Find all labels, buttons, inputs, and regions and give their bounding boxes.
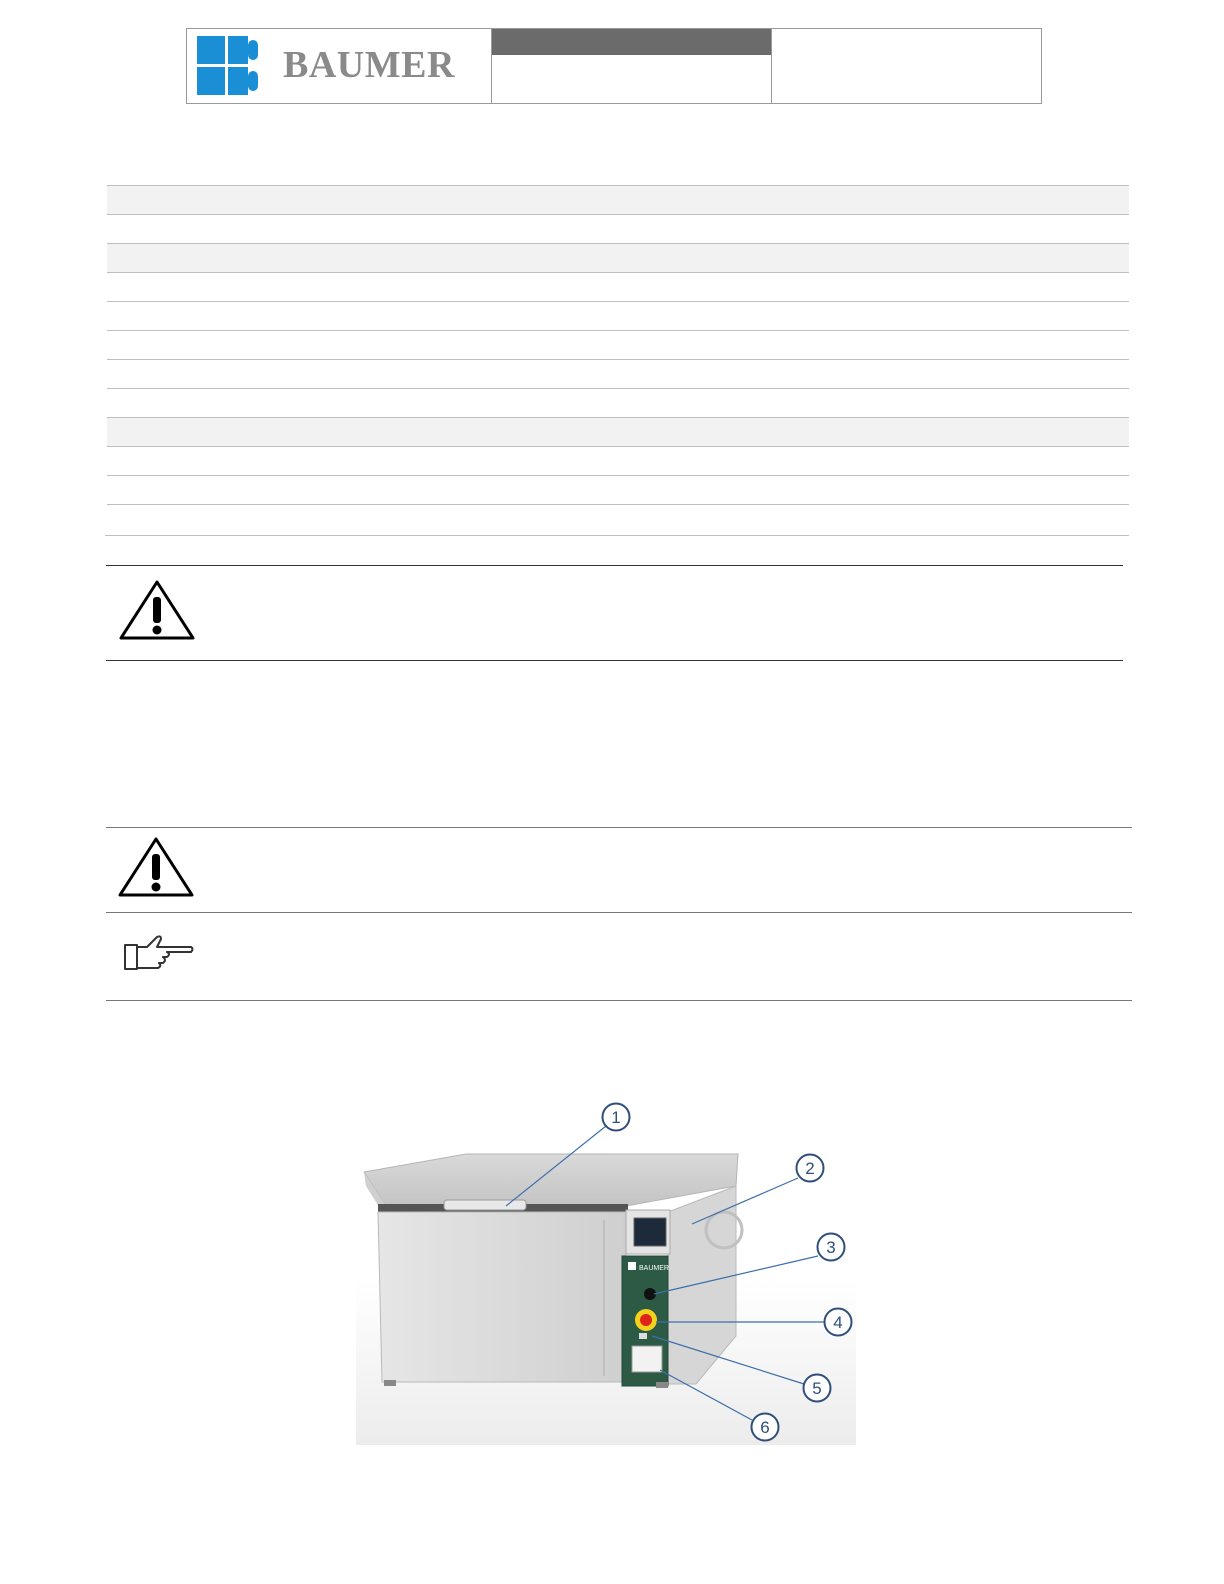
header-title-cell [492, 29, 772, 103]
callout-2 [797, 1155, 824, 1182]
callout-5 [804, 1375, 831, 1402]
svg-text:6: 6 [760, 1418, 770, 1437]
table-row [107, 417, 1129, 446]
svg-text:3: 3 [826, 1238, 836, 1257]
table-row [107, 243, 1129, 272]
table-row [107, 272, 1129, 301]
header-title-bar [492, 29, 771, 55]
callout-layer [356, 1100, 856, 1445]
table-row [107, 301, 1129, 330]
table-row [107, 214, 1129, 243]
callout-1 [603, 1104, 630, 1131]
spec-table [107, 185, 1129, 533]
callout-6 [752, 1414, 779, 1441]
svg-text:4: 4 [833, 1313, 843, 1332]
document-header [186, 28, 1042, 104]
callout-3 [818, 1234, 845, 1261]
table-row [107, 185, 1129, 214]
svg-text:1: 1 [611, 1108, 621, 1127]
hint-notice [106, 913, 1132, 1001]
brand-name: BAUMER [283, 44, 455, 86]
header-info-cell [772, 29, 1041, 103]
logo-cell [187, 29, 492, 103]
warning-triangle-icon [117, 836, 195, 898]
table-row [107, 504, 1129, 533]
callout-4 [825, 1309, 852, 1336]
table-row [107, 388, 1129, 417]
pointing-hand-icon [123, 933, 195, 973]
table-bottom-rule [105, 535, 1129, 536]
table-row [107, 475, 1129, 504]
warning-triangle-icon [118, 579, 196, 641]
warning-notice [106, 565, 1123, 661]
svg-text:BAUMER: BAUMER [639, 1265, 669, 1272]
warning-notice [106, 827, 1132, 913]
baumer-logo-icon [197, 36, 261, 96]
product-figure [356, 1100, 856, 1445]
svg-text:5: 5 [812, 1379, 822, 1398]
table-row [107, 446, 1129, 475]
table-row [107, 359, 1129, 388]
svg-text:2: 2 [805, 1159, 815, 1178]
table-row [107, 330, 1129, 359]
